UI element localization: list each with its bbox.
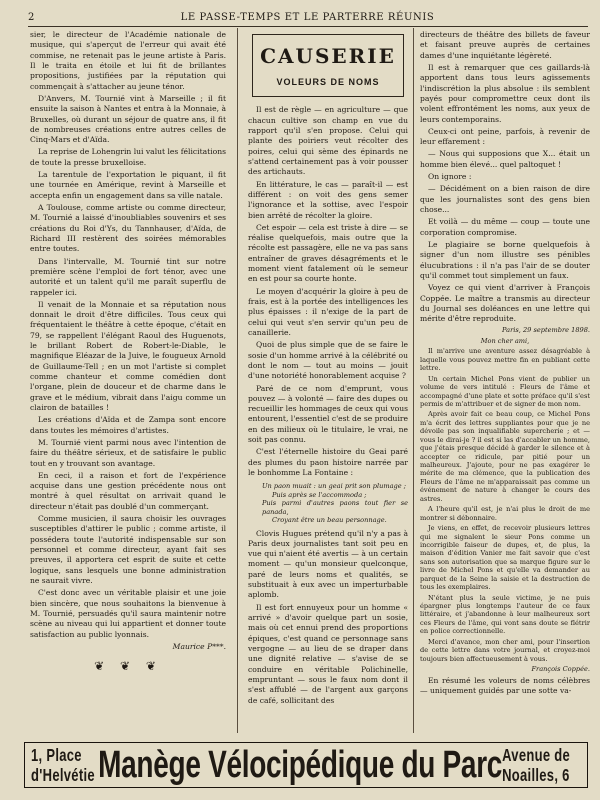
left-paragraph: La tarentule de l'exportation le piquant, il fit une tournée en Amérique, revint à Marseille et accepta enfin un engagement dans sa ville natale. [30,170,226,200]
right-paragraph: Le plagiaire se borne quelquefois à signer d'un nom illustre ses pénibles élucubrations : il n'a pas l'air de se douter qu'il commet tout simplement un faux. [420,239,590,280]
letter-paragraph: A l'heure qu'il est, je n'ai plus le droit de me montrer si débonnaire. [420,505,590,522]
middle-paragraph: Cet espoir — cela est triste à dire — se réalise quelquefois, mais outre que la récolte est passagère, elle ne va pas sans entraîner de graves désagréments et le moment vient fatalement où le semeur en est pour sa courte honte. [248,222,408,284]
column-divider-left [237,28,238,733]
middle-paragraph: Quoi de plus simple que de se faire le sosie d'un homme arrivé à la célébrité ou dont le nom — tout au moins — jouit d'une notoriété honorablement acquise ? [248,340,408,381]
letter-date: Paris, 29 septembre 1898. [502,326,590,335]
ad-address-right: Avenue de Noailles, 6 [502,744,571,786]
ad-address-left: 1, Place d'Helvétie [31,744,95,786]
left-paragraph: D'Anvers, M. Tournié vint à Marseille ; il fit ensuite la saison à Nantes et entra à la Monnaie, à Bruxelles, où durant un séjour de quatre ans, il fit de nombreuses créations entre autres celles de Cinq-Mars et d'Aïda. [30,93,226,145]
middle-column [248,34,408,734]
right-paragraph: — Nous qui supposions que X... était un homme bien élevé... quel paltoquet ! [420,149,590,169]
left-paragraph: En ceci, il a raison et fort de l'expérience acquise dans une gestion précédente nous ont montré à quel résultat on arrivait quand le directeur n'était pas doublé d'un commerçant. [30,470,226,511]
left-paragraph: Il venait de la Monnaie et sa réputation nous donnait le droit d'être difficiles. Tous ceux qui fréquentaient le théâtre à cette époque, c'était en 79, se rappellent l'élégant Raoul des Huguenots, le brillant Robert de Robert-le-Diable, le magnifique Eléazar de la Juive, le fougueux Arnold de Guillaume-Tell ; en un mot l'artiste si complet comme chanteur et comme comédien dont l'organe, plein de douceur et de charme dans le grave et le médium, vibrait dans l'aigu comme un clairon de batailles ! [30,299,226,412]
poem-line: Croyant être un beau personnage. [272,516,387,525]
fable-poem [248,482,408,524]
middle-paragraph: Clovis Hugues prétend qu'il n'y a pas à Paris deux journalistes tant soit peu en vue qui n'aient été avertis — à un certain moment — qu'un monsieur quelconque, paré de leurs noms et qualités, se substituait à eux avec un imperturbable aplomb. [248,528,408,600]
letter-paragraph: Un certain Michel Pons vient de publier un volume de vers intitulé : Fleurs de l'âme et accompagné d'une plate et sotte préface qu'il s'est permis de m'attribuer et de signer de mon nom. [420,374,590,408]
causerie-subtitle: VOLEURS DE NOMS [276,77,380,88]
left-paragraph: Comme musicien, il saura choisir les ouvrages susceptibles d'attirer le public ; comme artiste, il possédera toute l'autorité indispensable sur son personnel et comme directeur, ayant fait ses preuves, il apportera cet esprit de suite et cette logique, sans lesquels une bonne administration ne saurait vivre. [30,514,226,585]
advertisement-banner [24,742,588,788]
page-header [28,8,588,27]
column-divider-right [413,28,414,733]
middle-paragraph: En littérature, le cas — paraît-il — est différent : on voit des gens semer l'ignorance et la sottise, avec l'espoir bien arrêté de récolter la gloire. [248,179,408,220]
poem-line: Puis après se l'accommoda ; [272,490,367,499]
letter-signature: François Coppée. [531,665,590,674]
right-paragraph: En résumé les voleurs de noms célèbres — uniquement guidés par une sotte va- [420,675,590,695]
left-paragraph: A Toulouse, comme artiste ou comme directeur, M. Tournié a laissé d'inoubliables souvenirs et ses créations du Roi d'Ys, du Tannhauser, d'Aïda, de Richard III restèrent des soirées mémorables entre toutes. [30,203,226,254]
left-paragraph: sier, le directeur de l'Académie nationale de musique, qui s'aperçut de l'erreur qui avait été commise, ne retenait pas le jeune artiste à Paris. Il le traita en étoile et lui fit de brillantes propositions, justifiées par la réputation qui commençait à s'attacher au jeune ténor. [30,30,226,91]
letter-paragraph: Il m'arrive une aventure assez désagréable à laquelle vous pouvez mettre fin en publiant cette lettre. [420,347,590,373]
letter-paragraph: Après avoir fait ce beau coup, ce Michel Pons m'a écrit des lettres suppliantes pour que je ne dévoile pas son inqualifiable supercherie ; et — vous le dirai-je ? il est si las d'accabler un homme, que j'étais presque décidé à garder le silence et à accepter ce ridicule, par pitié pour un malheureux. J'ajoute, pour ne pas exagérer le mérite de ma clémence, que la publication des Fleurs de l'âme ne m'apparaissait pas comme un événement de nature à changer le cours des astres. [420,410,590,503]
right-paragraph: Ceux-ci ont peine, parfois, à revenir de leur effarement : [420,126,590,147]
page-number: 2 [28,11,35,23]
right-paragraph: — Décidément on a bien raison de dire que les journalistes sont des gens bien chose... [420,184,590,214]
letter-paragraph: Merci d'avance, mon cher ami, pour l'insertion de cette lettre dans votre journal, et croyez-moi toujours bien affectueusement à vous. [420,637,590,663]
right-paragraph: directeurs de théâtre des billets de faveur et faisant preuve auprès de certaines dames d'une inquiétante légèreté. [420,30,590,60]
left-paragraph: Les créations d'Aïda et de Zampa sont encore dans toutes les mémoires d'artistes. [30,415,226,435]
causerie-heading-box [252,34,404,97]
publication-title: LE PASSE-TEMPS ET LE PARTERRE RÉUNIS [180,11,435,23]
causerie-title: CAUSERIE [260,44,396,68]
right-paragraph: On ignore : [428,172,472,182]
ornament-divider: ❦ ❦ ❦ [94,659,162,674]
left-column [30,30,226,730]
poem-line: Puis parmi d'autres paons tout fier se panada, [262,499,408,516]
left-paragraph: Dans l'intervalle, M. Tournié tint sur notre première scène l'emploi de fort ténor, avec une autorité et un talent qu'il me paraît superflu de rappeler ici. [30,256,226,297]
right-paragraph: Et voilà — du même — coup — toute une corporation compromise. [420,217,590,237]
letter-salutation: Mon cher ami, [480,336,530,345]
left-paragraph: C'est donc avec un véritable plaisir et une joie bien sincère, que nous souhaitons la bienvenue à M. Tournié, persuadés qu'il saura maintenir notre scène au niveau qui lui appartient et donner toute satisfaction au public lyonnais. [30,588,226,639]
letter-paragraph: N'étant plus la seule victime, je ne puis épargner plus longtemps l'auteur de ce faux littéraire, et j'abandonne à leur malheureux sort ces Fleurs de l'âme, qui vont sans doute se flétrir en police correctionnelle. [420,593,590,636]
middle-paragraph: C'est l'éternelle histoire du Geai paré des plumes du paon histoire narrée par le bonhomme La Fontaine : [248,447,408,478]
right-column [420,30,590,730]
left-paragraph: M. Tournié vient parmi nous avec l'intention de faire du théâtre sérieux, et de satisfaire le public tout en y trouvant son avantage. [30,437,226,468]
middle-paragraph: Il est de règle — en agriculture — que chacun cultive son champ en vue du rapport qu'il s'en propose. Celui qui plante des poiriers veut récolter des poires, celui qui sème des épinards ne s'attend certainement pas à voir pousser des artichauts. [248,105,408,177]
middle-paragraph: Il est fort ennuyeux pour un homme « arrivé » d'avoir quelque part un sosie, mais où cet ennui prend des proportions épiques, c'est quand ce personnage sans vergogne — au lieu de se draper dans une dignité relative — s'avise de se conduire en véritable Polichinelle, empruntant — sous le faux nom dont il s'est affublé — de l'argent aux garçons de café, sollicitant des [248,602,408,705]
right-paragraph: Il est à remarquer que ces gaillards-là apportent dans tous leurs agissements l'indiscrétion la plus absolue : ils semblent payés pour compromettre ceux dont ils volent effrontément les noms, aux yeux de leurs contemporains. [420,62,590,124]
left-paragraph: La reprise de Lohengrin lui valut les félicitations de toute la presse bruxelloise. [30,147,226,167]
poem-line: Un paon muait : un geai prit son plumage ; [262,482,406,491]
article-signature: Maurice P***. [172,641,226,651]
middle-paragraph: Le moyen d'acquérir la gloire à peu de frais, est à la portée des intelligences les plus épaisses : il n'exige de la part de celui qui veut s'en servir qu'un peu de canaillerie. [248,286,408,337]
ad-business-name: Manège Vélocipédique du Parc [98,743,503,786]
right-paragraph: Voyez ce qui vient d'arriver à François Coppée. Le maître a transmis au directeur du Journal ses doléances en une lettre qui mérite d'être reproduite. [420,283,590,324]
middle-paragraph: Paré de ce nom d'emprunt, vous pouvez — à volonté — faire des dupes ou recueillir les hommages de ceux qui vous entourent, l'essentiel c'est de se produire en des milieux où le titulaire, le vrai, ne soit pas connu. [248,383,408,445]
letter-paragraph: Je viens, en effet, de recevoir plusieurs lettres qui me signalent le sieur Pons comme un incorrigible faiseur de dupes, et, de plus, la maison d'édition Vanier me fait savoir que c'est sans son autorisation que sa marque figure sur le livre de Michel Pons et qu'elle va demander au parquet de la Seine la saisie et la destruction de tous les exemplaires. [420,524,590,592]
